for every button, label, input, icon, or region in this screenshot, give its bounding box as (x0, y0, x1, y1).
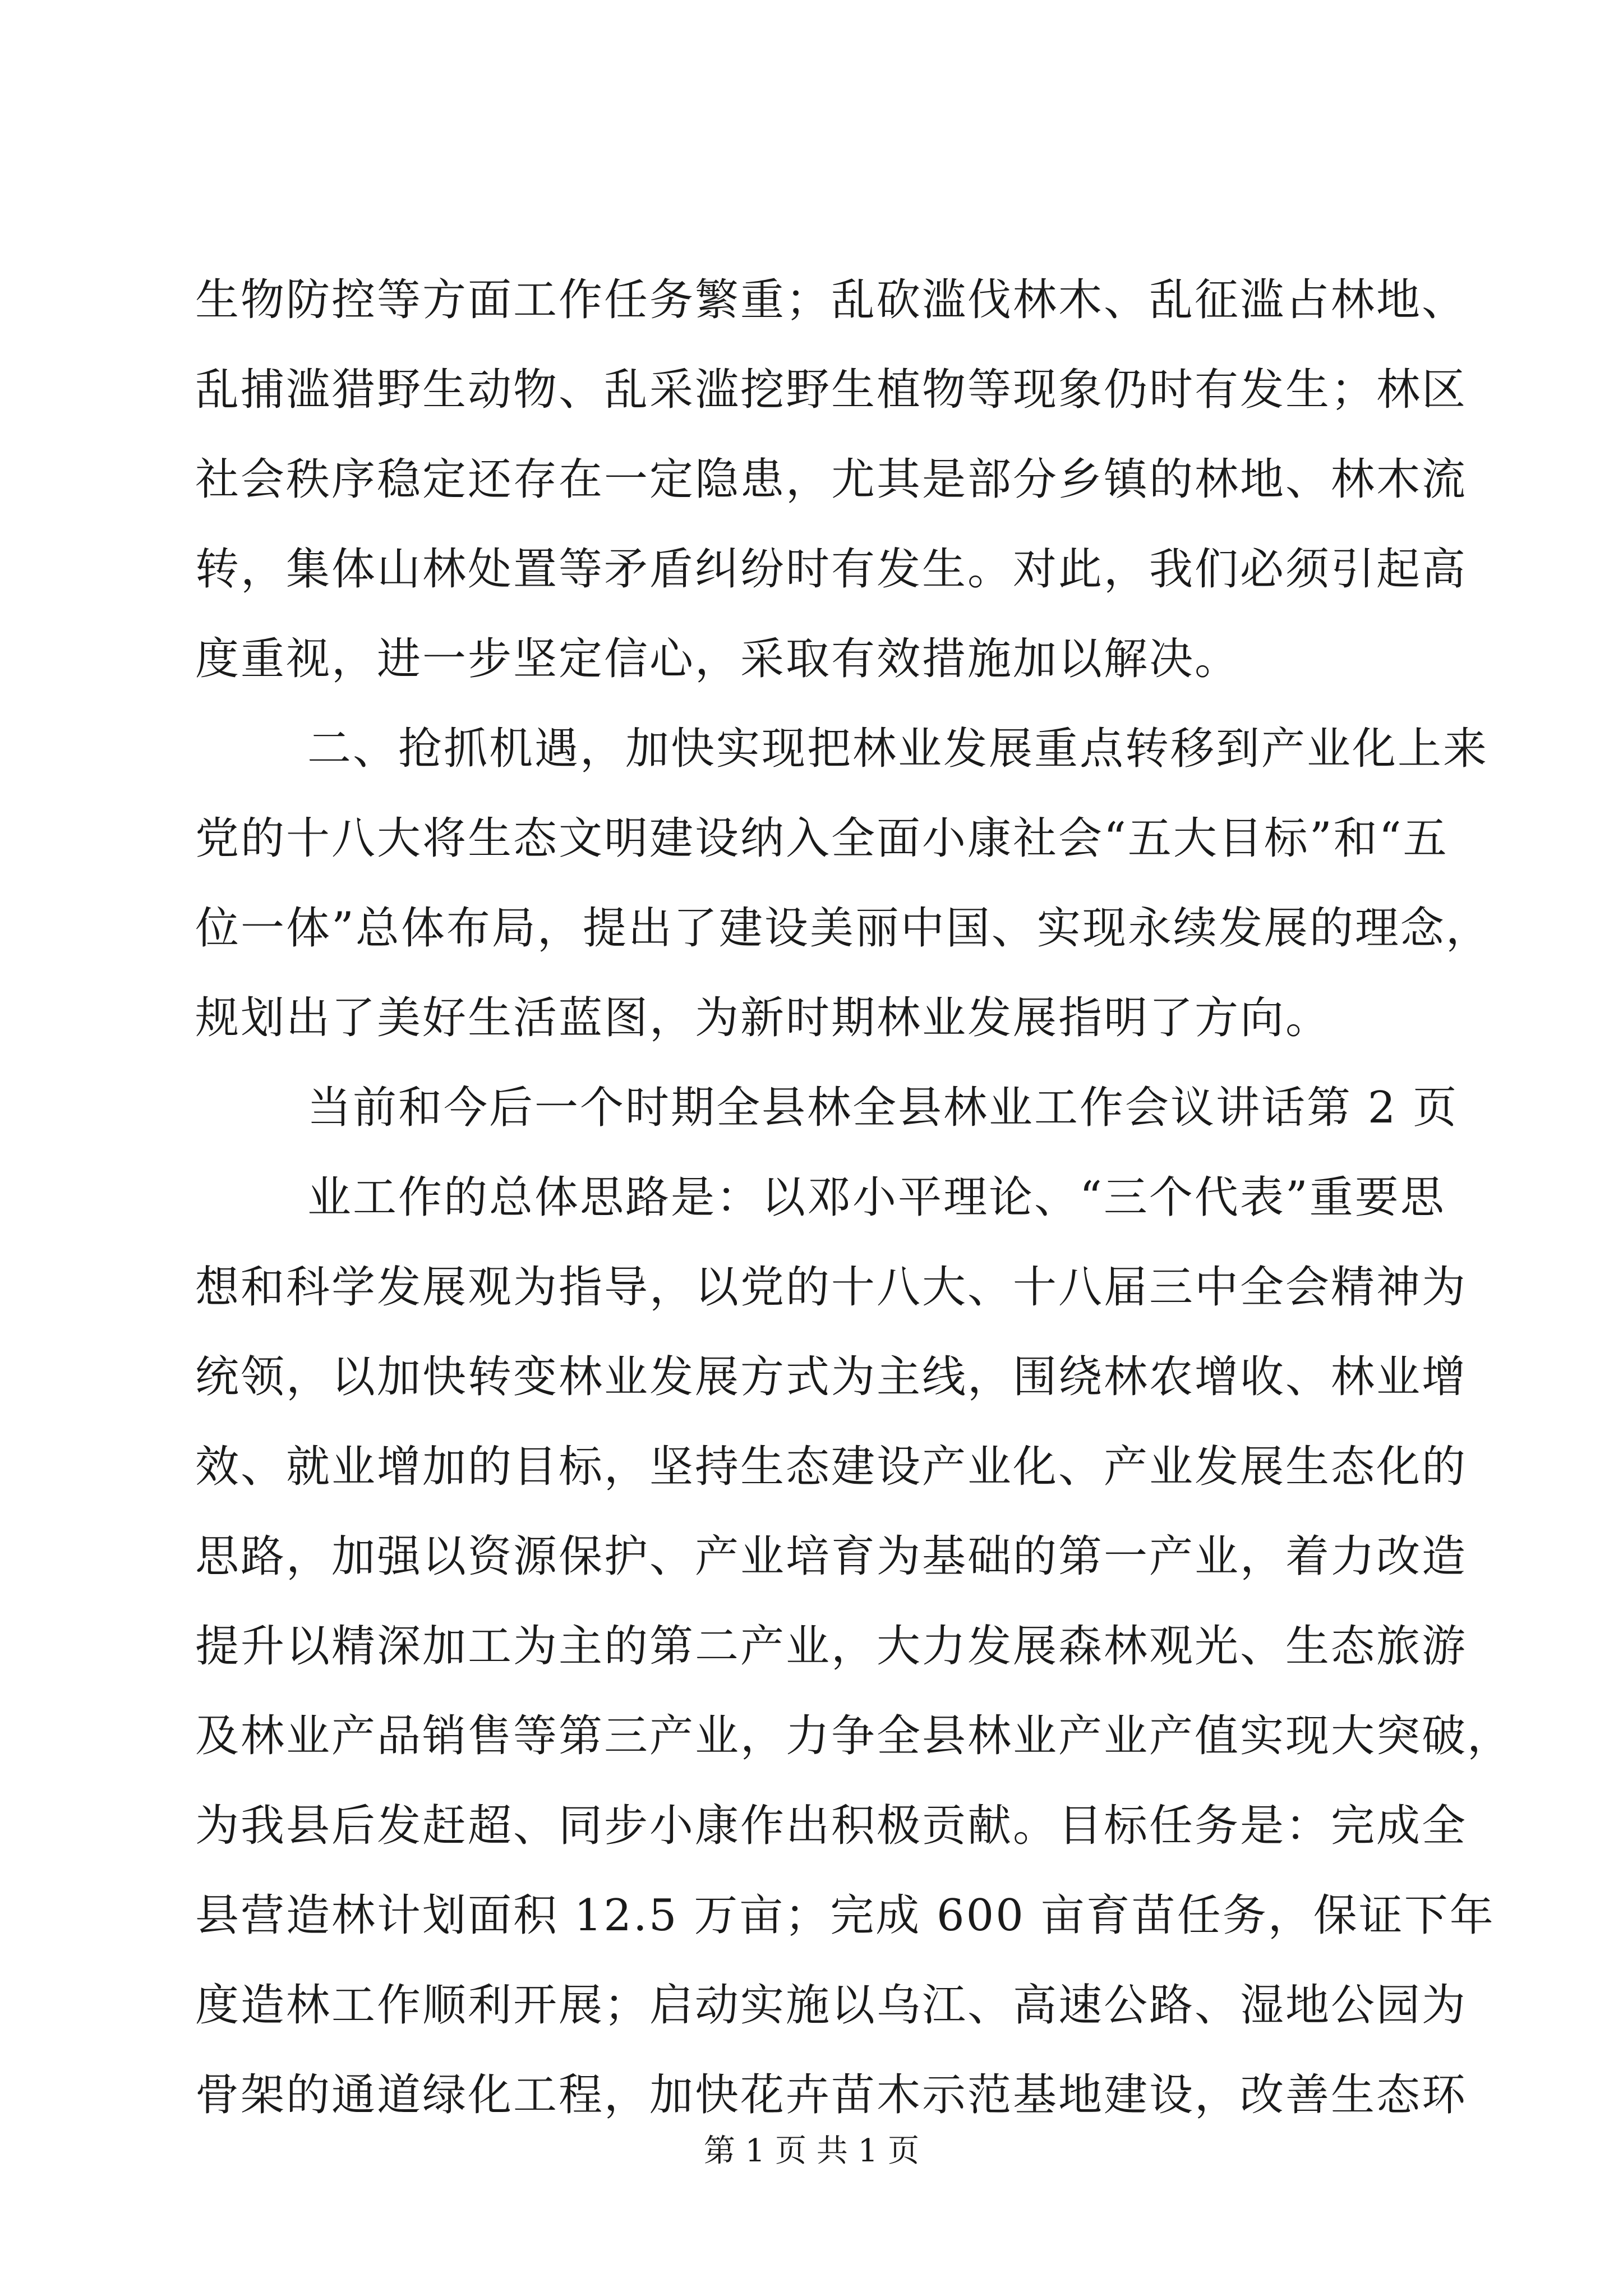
body-line: 转，集体山林处置等矛盾纠纷时有发生。对此，我们必须引起高 (195, 544, 1468, 595)
body-line: 骨架的通道绿化工程，加快花卉苗木示范基地建设，改善生态环 (195, 2070, 1468, 2120)
body-line: 社会秩序稳定还存在一定隐患，尤其是部分乡镇的林地、林木流 (195, 454, 1468, 505)
body-line: 及林业产品销售等第三产业，力争全县林业产业产值实现大突破， (195, 1711, 1513, 1761)
body-line: 思路，加强以资源保护、产业培育为基础的第一产业，着力改造 (195, 1531, 1468, 1582)
body-line: 乱捕滥猎野生动物、乱采滥挖野生植物等现象仍时有发生；林区 (195, 365, 1468, 415)
body-line: 为我县后发赶超、同步小康作出积极贡献。目标任务是：完成全 (195, 1801, 1468, 1851)
body-line: 效、就业增加的目标，坚持生态建设产业化、产业发展生态化的 (195, 1442, 1468, 1492)
body-line: 度造林工作顺利开展；启动实施以乌江、高速公路、湿地公园为 (195, 1980, 1468, 2031)
body-line: 党的十八大将生态文明建设纳入全面小康社会“五大目标”和“五 (195, 813, 1449, 864)
body-line: 位一体”总体布局，提出了建设美丽中国、实现永续发展的理念， (195, 903, 1491, 954)
page-footer: 第 1 页 共 1 页 (703, 2133, 920, 2169)
page-break-title: 当前和今后一个时期全县林全县林业工作会议讲话第 2 页 (307, 1083, 1459, 1133)
body-line: 生物防控等方面工作任务繁重；乱砍滥伐林木、乱征滥占林地、 (195, 275, 1468, 325)
body-line: 度重视，进一步坚定信心，采取有效措施加以解决。 (195, 634, 1241, 684)
body-line: 业工作的总体思路是：以邓小平理论、“三个代表”重要思 (307, 1172, 1446, 1223)
body-line: 规划出了美好生活蓝图，为新时期林业发展指明了方向。 (195, 993, 1331, 1043)
body-line: 县营造林计划面积 12.5 万亩；完成 600 亩育苗任务，保证下年 (195, 1890, 1495, 1941)
body-line: 统领，以加快转变林业发展方式为主线，围绕林农增收、林业增 (195, 1352, 1468, 1402)
section-heading: 二、抢抓机遇，加快实现把林业发展重点转移到产业化上来 (307, 724, 1489, 774)
body-line: 提升以精深加工为主的第二产业，大力发展森林观光、生态旅游 (195, 1621, 1468, 1672)
body-line: 想和科学发展观为指导，以党的十八大、十八届三中全会精神为 (195, 1262, 1468, 1313)
